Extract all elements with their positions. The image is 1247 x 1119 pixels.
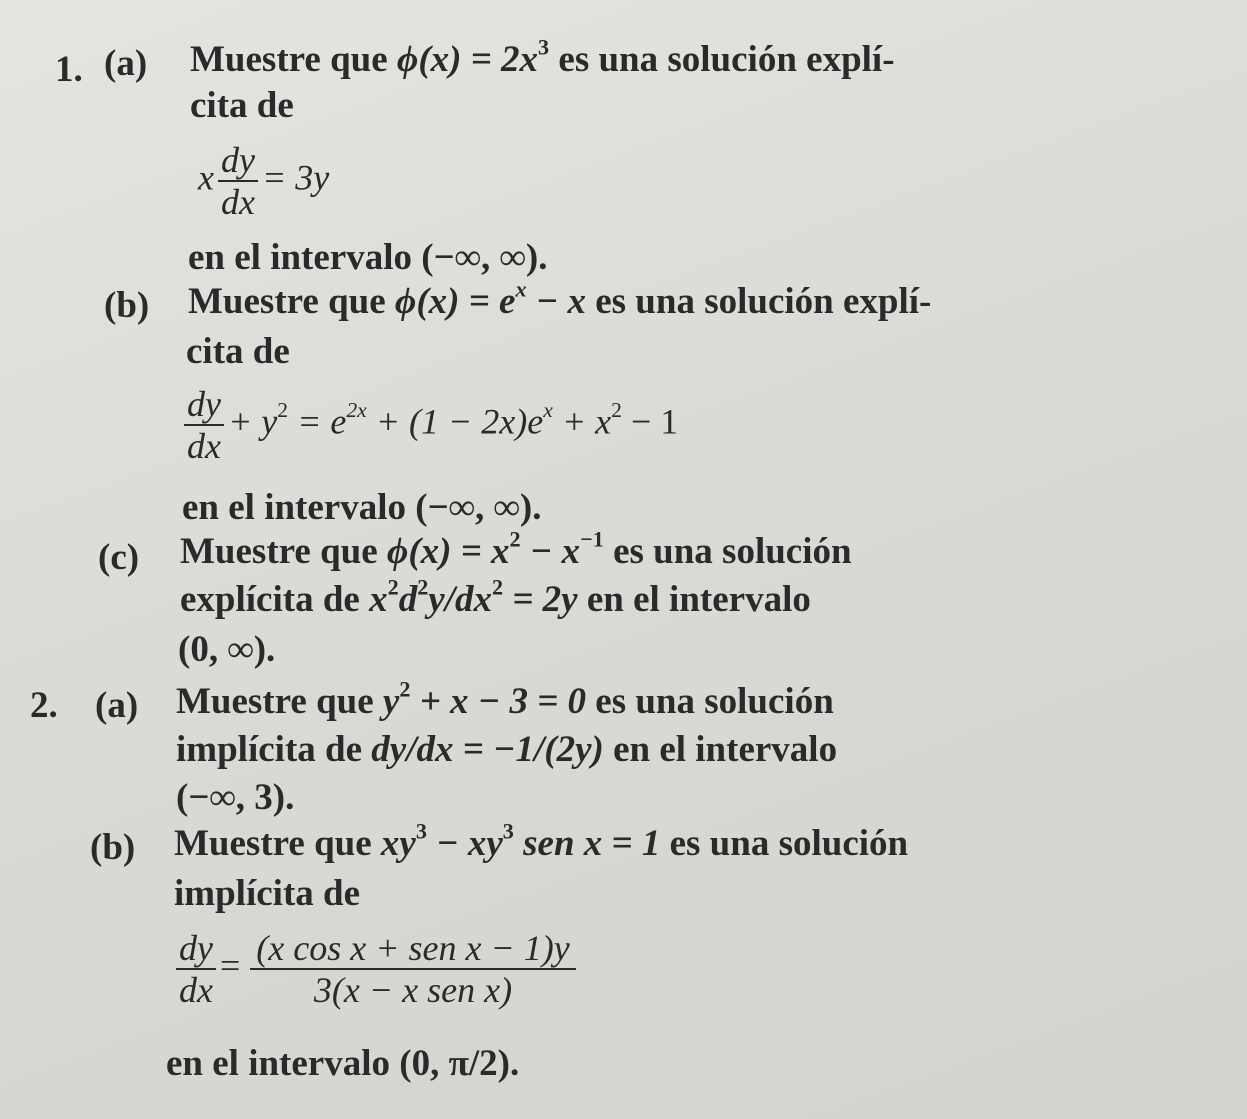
part-2b-line1 <box>174 818 909 866</box>
exponent: x <box>515 276 527 302</box>
text-segment: Muestre que <box>174 823 381 864</box>
math-term: sen x = 1 <box>513 823 661 864</box>
math-term: − x <box>526 281 586 322</box>
part-2b-line2: implícita de <box>174 873 361 914</box>
math-term: = 2y <box>503 579 578 620</box>
part-1a-label: (a) <box>104 43 148 84</box>
part-1c-line3: (0, ∞). <box>178 629 276 670</box>
text-segment: Muestre que <box>176 681 383 722</box>
part-2a-line2 <box>176 728 837 772</box>
part-2a-label: (a) <box>95 685 139 726</box>
part-1c-line1 <box>180 526 852 574</box>
math-term: d <box>398 579 418 620</box>
part-1a-interval: en el intervalo (−∞, ∞). <box>188 237 548 278</box>
fraction-numerator: (x cos x + sen x − 1)y <box>250 928 575 970</box>
part-2a-line3: (−∞, 3). <box>176 777 295 818</box>
part-1b-line1 <box>188 276 932 324</box>
math-phi: ϕ(x) = e <box>394 281 516 322</box>
fraction-dy-dx <box>184 384 224 466</box>
math-term: = e <box>288 401 347 442</box>
math-term: y/dx <box>428 579 492 620</box>
math-term: + x − 3 = 0 <box>410 681 587 722</box>
exponent: 3 <box>502 818 514 844</box>
exponent: 2 <box>491 574 504 600</box>
exponent: −1 <box>580 526 604 552</box>
exponent: 2 <box>509 526 521 552</box>
text-segment: explícita de <box>180 579 370 620</box>
fraction-rhs <box>250 928 575 1010</box>
math-term: y <box>382 681 400 722</box>
part-1b-label: (b) <box>104 285 150 326</box>
exponent: 2 <box>399 676 411 702</box>
exponent: 2x <box>346 398 367 423</box>
text-segment: es una solución <box>660 823 909 864</box>
fraction-denominator: 3(x − x sen x) <box>313 970 513 1010</box>
text-segment: en el intervalo <box>603 729 838 770</box>
part-1b-interval: en el intervalo (−∞, ∞). <box>182 487 542 528</box>
text-segment: es una solución <box>586 681 834 722</box>
fraction-dy-dx <box>176 928 216 1010</box>
text-segment: Muestre que <box>180 531 387 572</box>
problem-2-number: 2. <box>30 685 58 726</box>
text-segment: implícita de <box>176 729 372 770</box>
equation-2b <box>172 928 580 1010</box>
equals-sign: = <box>219 945 241 986</box>
math-term: x <box>369 579 388 620</box>
fraction-denominator: dx <box>220 182 255 222</box>
text-segment: es una solución explí- <box>549 39 895 80</box>
exponent: 2 <box>387 574 399 600</box>
math-term: + x <box>552 401 612 442</box>
part-2a-line1 <box>176 676 834 724</box>
fraction-numerator: dy <box>184 384 224 426</box>
fraction-denominator: dx <box>179 970 213 1010</box>
equation-1a <box>198 140 329 222</box>
part-1b-line2: cita de <box>186 331 290 372</box>
text-segment: es una solución explí- <box>585 281 932 322</box>
part-2b-interval: en el intervalo (0, π/2). <box>166 1043 520 1084</box>
exponent: 2 <box>417 574 429 600</box>
equation-1b <box>180 384 678 466</box>
part-1a-line1 <box>190 34 895 82</box>
text-segment: Muestre que <box>188 281 395 322</box>
fraction-dy-dx <box>218 140 258 222</box>
exponent: x <box>543 398 553 423</box>
text-segment: es una solución <box>603 531 852 572</box>
text-segment: en el intervalo <box>577 579 811 620</box>
math-term: − x <box>520 531 581 572</box>
math-phi: ϕ(x) = x <box>386 531 510 572</box>
math-rhs: = 3y <box>261 157 330 198</box>
math-phi: ϕ(x) = 2x <box>396 39 539 80</box>
part-1a-line2: cita de <box>190 85 294 126</box>
math-term: xy <box>380 823 416 864</box>
problem-1-number: 1. <box>55 49 83 90</box>
math-term: + y <box>227 401 278 442</box>
fraction-numerator: dy <box>176 928 216 970</box>
exponent: 2 <box>277 398 289 423</box>
part-1c-label: (c) <box>98 537 140 578</box>
exponent: 3 <box>538 34 550 60</box>
math-term: + (1 − 2x)e <box>366 401 544 442</box>
text-segment: Muestre que <box>190 39 397 80</box>
exponent: 2 <box>611 398 622 423</box>
math-x: x <box>198 157 214 198</box>
fraction-denominator: dx <box>187 426 221 466</box>
fraction-numerator: dy <box>218 140 258 182</box>
math-term: − xy <box>426 823 503 864</box>
part-2b-label: (b) <box>90 827 136 868</box>
math-term: − 1 <box>621 401 679 442</box>
math-term: dy/dx = −1/(2y) <box>371 729 604 770</box>
part-1c-line2 <box>180 574 811 622</box>
exponent: 3 <box>415 818 427 844</box>
